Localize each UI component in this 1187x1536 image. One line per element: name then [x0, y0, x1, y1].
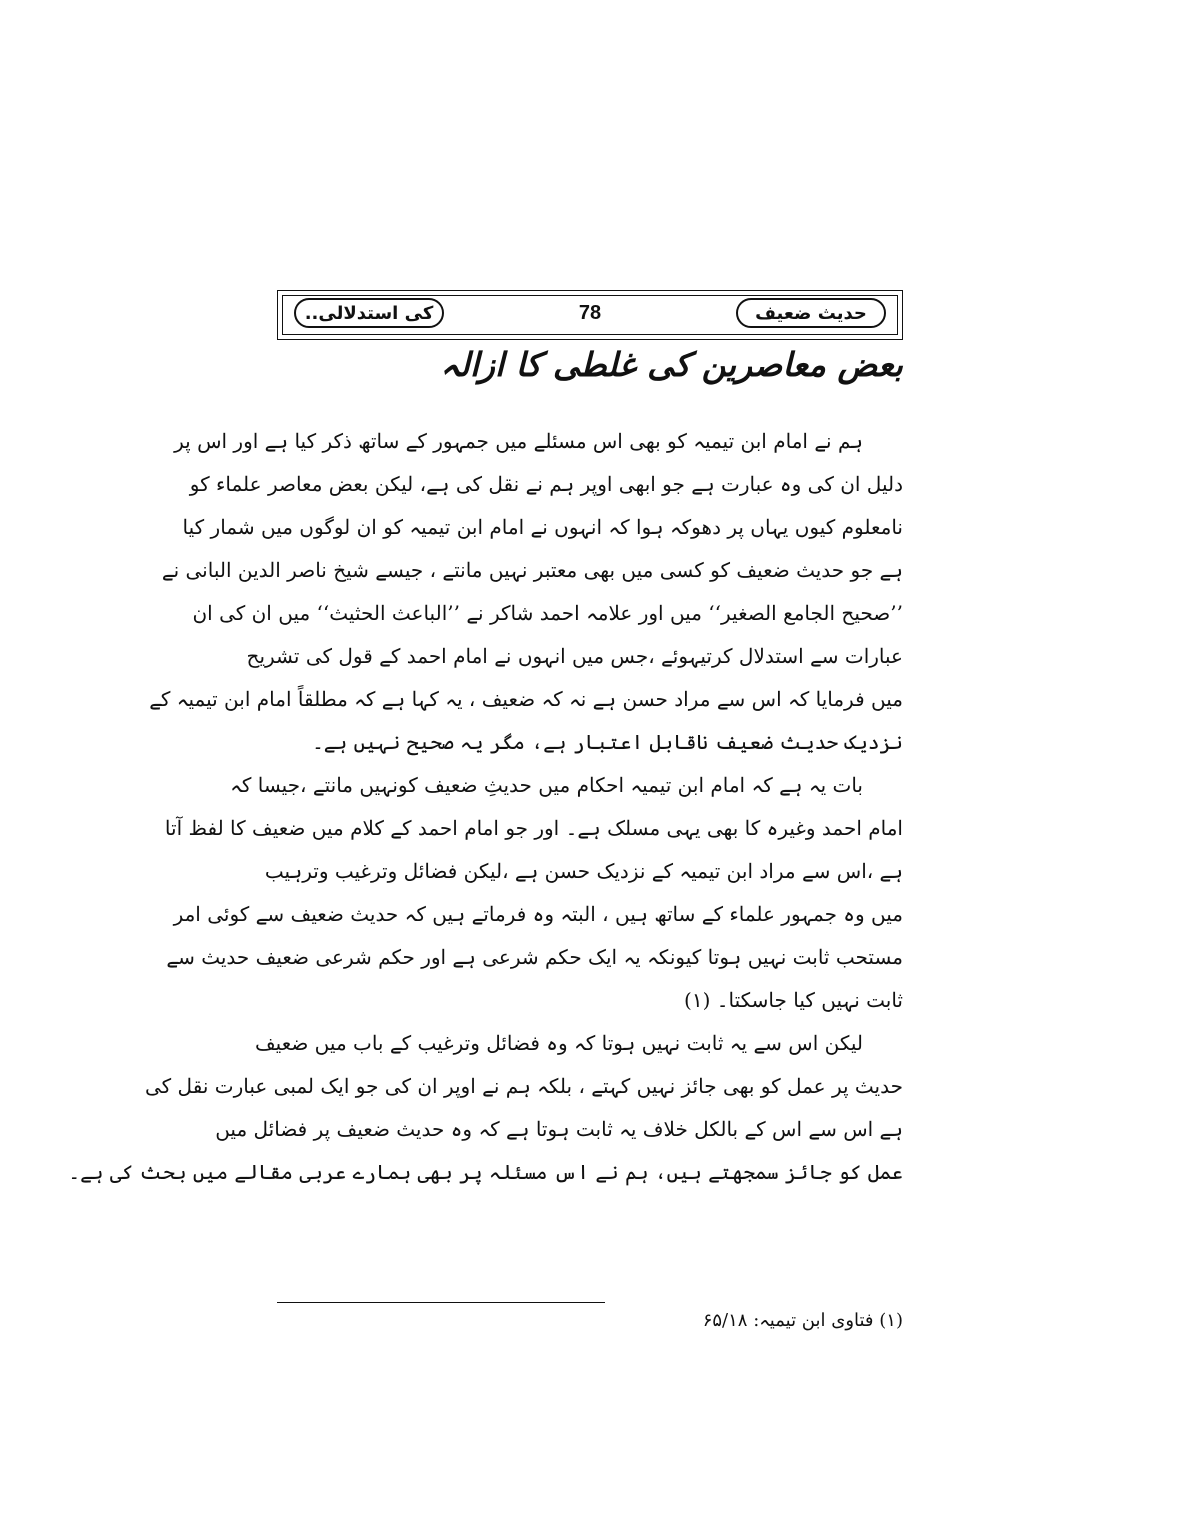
text-line: نامعلوم کیوں یہاں پر دھوکہ ہوا کہ انہوں نے امام ابن تیمیہ کو ان لوگوں میں شمار کیا — [182, 515, 903, 539]
text-line: بات یہ ہے کہ امام ابن تیمیہ احکام میں حدیثِ ضعیف کونہیں مانتے ،جیسا کہ — [230, 773, 863, 797]
footnote-divider — [277, 1302, 605, 1303]
body-text — [68, 420, 903, 1194]
page-number: 78 — [578, 302, 602, 324]
header-book-title: حدیث ضعیف — [736, 298, 886, 328]
text-line: لیکن اس سے یہ ثابت نہیں ہوتا کہ وہ فضائل وترغیب کے باب میں ضعیف — [254, 1031, 863, 1055]
text-line: امام احمد وغیرہ کا بھی یہی مسلک ہے۔ اور جو امام احمد کے کلام میں ضعیف کا لفظ آتا — [164, 816, 903, 840]
text-line: ثابت نہیں کیا جاسکتا۔ (۱) — [684, 988, 903, 1012]
footnote: (۱) فتاوی ابن تیمیہ: ۶۵/۱۸ — [702, 1310, 903, 1331]
text-line: ہے ،اس سے مراد ابن تیمیہ کے نزدیک حسن ہے ،لیکن فضائل وترغیب وترہیب — [264, 859, 903, 883]
running-header — [277, 290, 903, 340]
text-line: میں فرمایا کہ اس سے مراد حسن ہے نہ کہ ضعیف ، یہ کہا ہے کہ مطلقاً امام ابن تیمیہ کے — [149, 687, 903, 711]
text-line: عمل کو جائز سمجھتے ہیں، ہم نے اس مسئلہ پر بھی ہمارے عربی مقالے میں بحث کی ہے۔ — [68, 1160, 903, 1184]
text-line: نزدیک حدیث ضعیف ناقابل اعتبار ہے، مگر یہ صحیح نہیں ہے۔ — [312, 730, 903, 754]
text-line: میں وہ جمہور علماء کے ساتھ ہیں ، البتہ وہ فرماتے ہیں کہ حدیث ضعیف سے کوئی امر — [173, 902, 903, 926]
text-line: مستحب ثابت نہیں ہوتا کیونکہ یہ ایک حکم شرعی ہے اور حکم شرعی ضعیف حدیث سے — [166, 945, 903, 969]
text-line: ہم نے امام ابن تیمیہ کو بھی اس مسئلے میں جمہور کے ساتھ ذکر کیا ہے اور اس پر — [174, 429, 863, 453]
text-line: ’’صحیح الجامع الصغیر‘‘ میں اور علامہ احمد شاکر نے ’’الباعث الحثیث‘‘ میں ان کی ان — [192, 601, 903, 625]
section-title: بعض معاصرین کی غلطی کا ازالہ — [440, 345, 903, 384]
text-line: ہے اس سے اس کے بالکل خلاف یہ ثابت ہوتا ہے کہ وہ حدیث ضعیف پر فضائل میں — [215, 1117, 903, 1141]
text-line: دلیل ان کی وہ عبارت ہے جو ابھی اوپر ہم نے نقل کی ہے، لیکن بعض معاصر علماء کو — [189, 472, 903, 496]
text-line: ہے جو حدیث ضعیف کو کسی میں بھی معتبر نہیں مانتے ، جیسے شیخ ناصر الدین البانی نے — [161, 558, 903, 582]
text-line: حدیث پر عمل کو بھی جائز نہیں کہتے ، بلکہ ہم نے اوپر ان کی جو ایک لمبی عبارت نقل کی — [145, 1074, 903, 1098]
header-book-subtitle: کی استدلالی.. — [294, 298, 444, 328]
text-line: عبارات سے استدلال کرتیہوئے ،جس میں انہوں نے امام احمد کے قول کی تشریح — [246, 644, 903, 668]
